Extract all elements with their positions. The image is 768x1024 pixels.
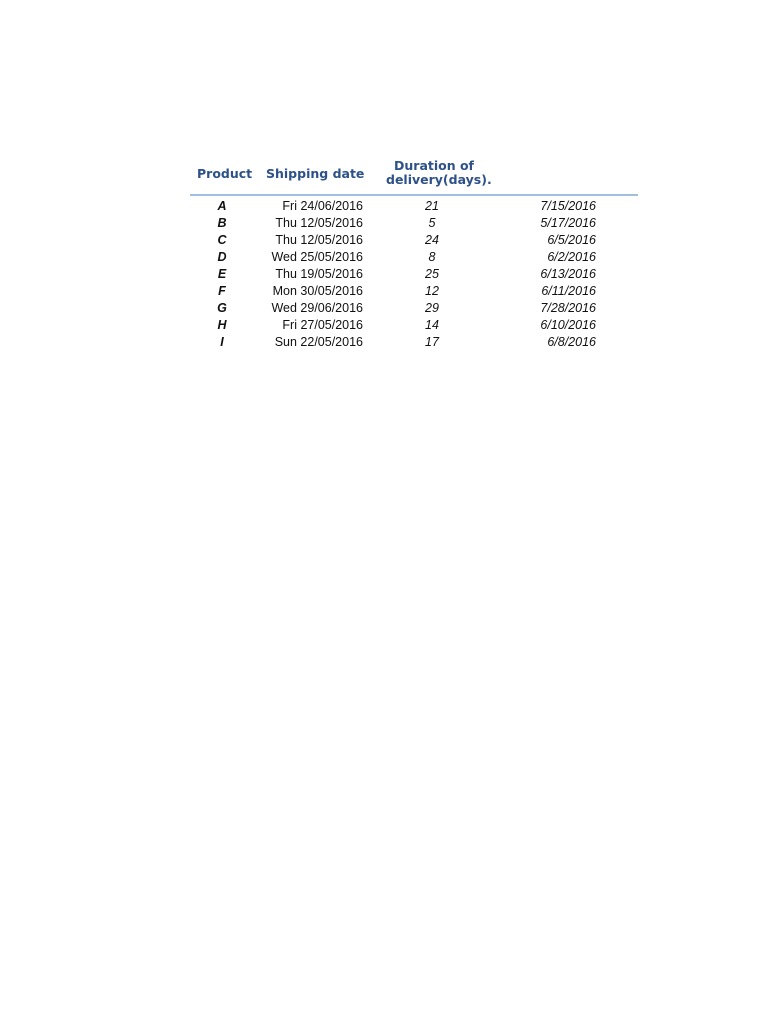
duration-cell: 14 [425, 318, 439, 332]
shipping-date-cell: Sun 22/05/2016 [274, 335, 363, 349]
shipping-date-cell: Wed 29/06/2016 [271, 301, 363, 315]
product-cell: B [217, 216, 227, 230]
product-cell: C [217, 233, 227, 247]
table-row [190, 215, 638, 232]
table-row [190, 249, 638, 266]
delivery-date-cell: 6/11/2016 [541, 284, 596, 298]
shipping-date-cell: Fri 24/06/2016 [282, 199, 363, 213]
shipping-date-cell: Thu 12/05/2016 [275, 216, 363, 230]
table-row [190, 334, 638, 351]
table-row [190, 266, 638, 283]
table-row [190, 283, 638, 300]
duration-cell: 21 [425, 199, 439, 213]
header-product: Product [197, 166, 253, 181]
header-shipping-date: Shipping date [266, 166, 365, 181]
product-cell: D [217, 250, 227, 264]
delivery-date-cell: 6/13/2016 [540, 267, 596, 281]
shipping-date-cell: Fri 27/05/2016 [282, 318, 363, 332]
shipping-table [190, 152, 638, 351]
header-duration [386, 158, 492, 187]
table-header-row [190, 152, 638, 196]
delivery-date-cell: 7/15/2016 [540, 199, 596, 213]
table-row [190, 300, 638, 317]
duration-cell: 8 [428, 250, 436, 264]
duration-cell: 12 [425, 284, 439, 298]
table-row [190, 232, 638, 249]
header-duration-line1: Duration of [394, 158, 474, 173]
shipping-date-cell: Thu 12/05/2016 [275, 233, 363, 247]
delivery-date-cell: 7/28/2016 [540, 301, 596, 315]
table-row [190, 198, 638, 215]
duration-cell: 29 [425, 301, 439, 315]
duration-cell: 24 [425, 233, 439, 247]
header-duration-line2: delivery(days). [386, 172, 492, 187]
table-body [190, 198, 638, 351]
duration-cell: 17 [425, 335, 439, 349]
duration-cell: 25 [425, 267, 439, 281]
product-cell: I [220, 335, 224, 349]
delivery-date-cell: 6/2/2016 [547, 250, 596, 264]
delivery-date-cell: 5/17/2016 [540, 216, 596, 230]
delivery-date-cell: 6/5/2016 [547, 233, 596, 247]
duration-cell: 5 [428, 216, 436, 230]
shipping-date-cell: Wed 25/05/2016 [271, 250, 363, 264]
delivery-date-cell: 6/8/2016 [547, 335, 596, 349]
shipping-date-cell: Mon 30/05/2016 [272, 284, 363, 298]
product-cell: H [217, 318, 227, 332]
shipping-date-cell: Thu 19/05/2016 [275, 267, 363, 281]
product-cell: F [218, 284, 226, 298]
product-cell: G [217, 301, 227, 315]
product-cell: A [217, 199, 227, 213]
delivery-date-cell: 6/10/2016 [540, 318, 596, 332]
table-row [190, 317, 638, 334]
product-cell: E [217, 267, 227, 281]
